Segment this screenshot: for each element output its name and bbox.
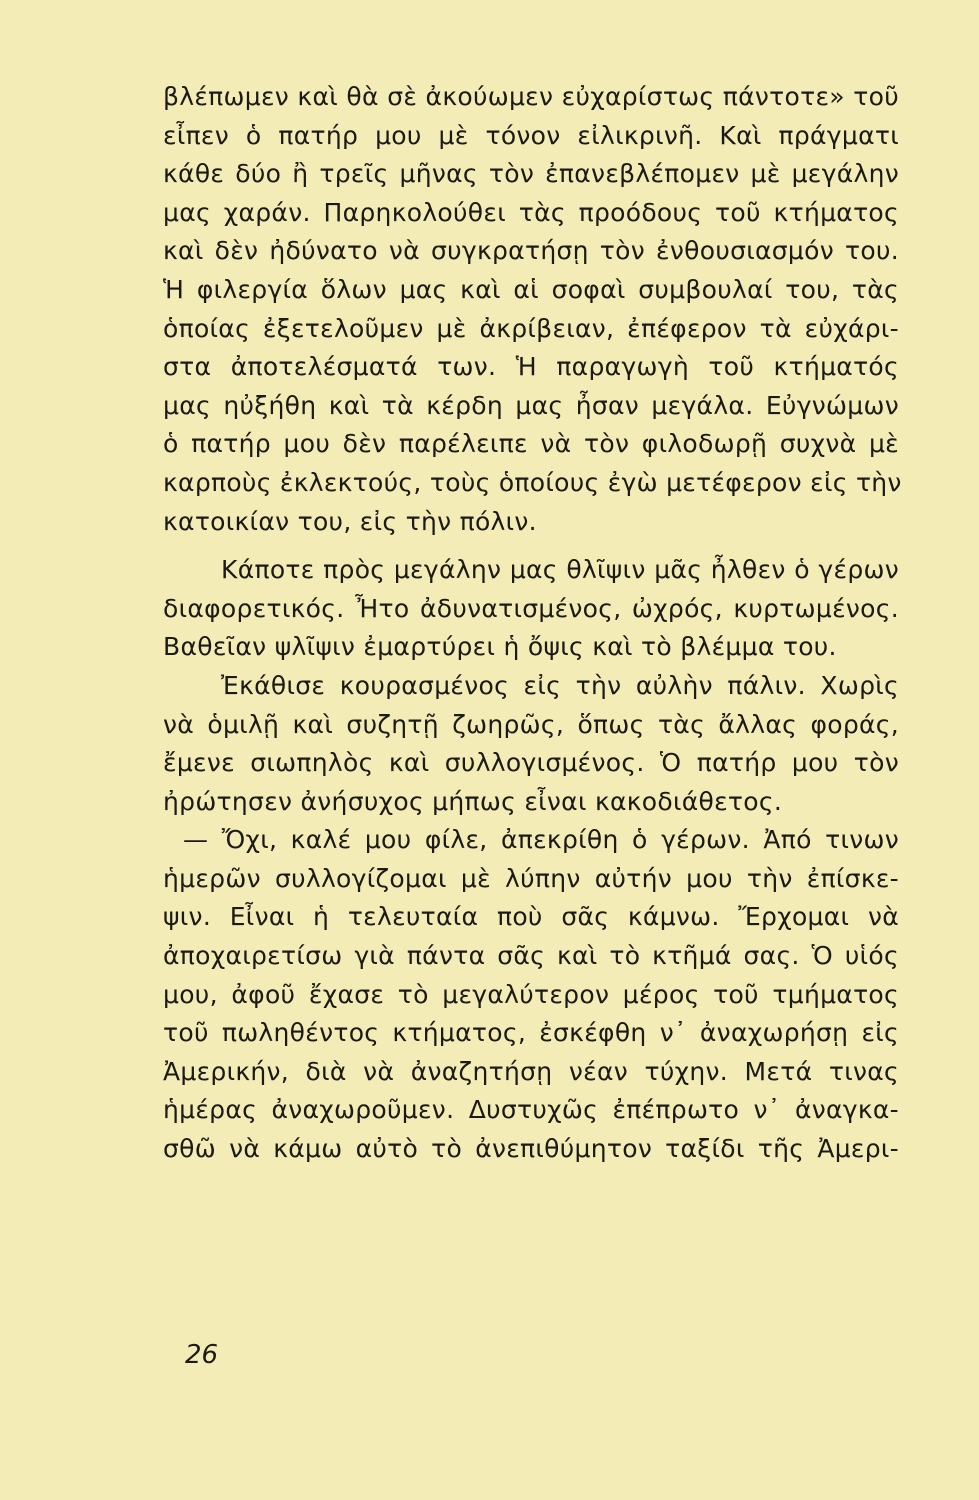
- text-line: Ἀμερικήν, διὰ νὰ ἀναζητήσῃ νέαν τύχην. Μετά τινας: [163, 1056, 899, 1086]
- text-line: εἶπεν ὁ πατήρ μου μὲ τόνον εἰλικρινῆ. Καὶ πράγματι: [163, 120, 899, 150]
- text-line: ἠρώτησεν ἀνήσυχος μήπως εἶναι κακοδιάθετος.: [163, 786, 783, 816]
- text-line: καὶ δὲν ἠδύνατο νὰ συγκρατήσῃ τὸν ἐνθουσιασμόν του.: [163, 236, 899, 266]
- text-line: ὁποίας ἐξετελοῦμεν μὲ ἀκρίβειαν, ἐπέφερον τὰ εὐχάρι-: [163, 313, 899, 343]
- text-line: μας ηὐξήθη καὶ τὰ κέρδη μας ἦσαν μεγάλα. Εὐγνώμων: [163, 390, 899, 420]
- text-line: ἀποχαιρετίσω γιὰ πάντα σᾶς καὶ τὸ κτῆμά σας. Ὁ υἱός: [163, 941, 899, 971]
- text-line: σθῶ νὰ κάμω αὐτὸ τὸ ἀνεπιθύμητον ταξίδι τῆς Ἀμερι-: [163, 1134, 899, 1164]
- text-line: διαφορετικός. Ἦτο ἀδυνατισμένος, ὠχρός, κυρτωμένος.: [163, 593, 899, 623]
- page-number: 26: [185, 1340, 219, 1370]
- text-line: ὁ πατήρ μου δὲν παρέλειπε νὰ τὸν φιλοδωρῇ συχνὰ μὲ: [163, 429, 899, 459]
- text-line: κατοικίαν του, εἰς τὴν πόλιν.: [163, 506, 537, 536]
- text-line: Βαθεῖαν ψλῖψιν ἐμαρτύρει ἡ ὄψις καὶ τὸ βλέμμα του.: [163, 632, 837, 662]
- text-line: κάθε δύο ἢ τρεῖς μῆνας τὸν ἐπανεβλέπομεν μὲ μεγάλην: [163, 159, 899, 189]
- paragraph-gap: [163, 541, 899, 551]
- text-line: ἡμέρας ἀναχωροῦμεν. Δυστυχῶς ἐπέπρωτο ν᾽ ἀναγκα-: [163, 1095, 899, 1125]
- text-line: τοῦ πωληθέντος κτήματος, ἐσκέφθη ν᾽ ἀναχωρήσῃ εἰς: [163, 1018, 899, 1048]
- text-line: ἡμερῶν συλλογίζομαι μὲ λύπην αὐτήν μου τὴν ἐπίσκε-: [163, 863, 899, 893]
- text-line: βλέπωμεν καὶ θὰ σὲ ἀκούωμεν εὐχαρίστως πάντοτε» τοῦ: [163, 82, 899, 111]
- text-line: μας χαράν. Παρηκολούθει τὰς προόδους τοῦ κτήματος: [163, 197, 899, 227]
- text-line: ψιν. Εἶναι ἡ τελευταία ποὺ σᾶς κάμνω. Ἔρχομαι νὰ: [163, 902, 899, 932]
- text-line: — Ὄχι, καλέ μου φίλε, ἀπεκρίθη ὁ γέρων. Ἀπό τινων: [183, 825, 899, 855]
- text-line: Ἐκάθισε κουρασμένος εἰς τὴν αὐλὴν πάλιν. Χωρὶς: [221, 670, 899, 700]
- text-line: Κάποτε πρὸς μεγάλην μας θλῖψιν μᾶς ἦλθεν ὁ γέρων: [221, 555, 899, 585]
- text-line: στα ἀποτελέσματά των. Ἡ παραγωγὴ τοῦ κτήματός: [163, 352, 899, 382]
- text-line: Ἡ φιλεργία ὅλων μας καὶ αἱ σοφαὶ συμβουλαί του, τὰς: [163, 274, 899, 304]
- text-line: νὰ ὁμιλῇ καὶ συζητῇ ζωηρῶς, ὅπως τὰς ἄλλας φοράς,: [163, 709, 899, 739]
- text-line: ἔμενε σιωπηλὸς καὶ συλλογισμένος. Ὁ πατήρ μου τὸν: [163, 748, 899, 778]
- text-line: μου, ἀφοῦ ἔχασε τὸ μεγαλύτερον μέρος τοῦ τμήματος: [163, 979, 899, 1009]
- body-text: [163, 78, 902, 1169]
- text-line: καρποὺς ἐκλεκτούς, τοὺς ὁποίους ἐγὼ μετέφερον εἰς τὴν: [163, 467, 902, 497]
